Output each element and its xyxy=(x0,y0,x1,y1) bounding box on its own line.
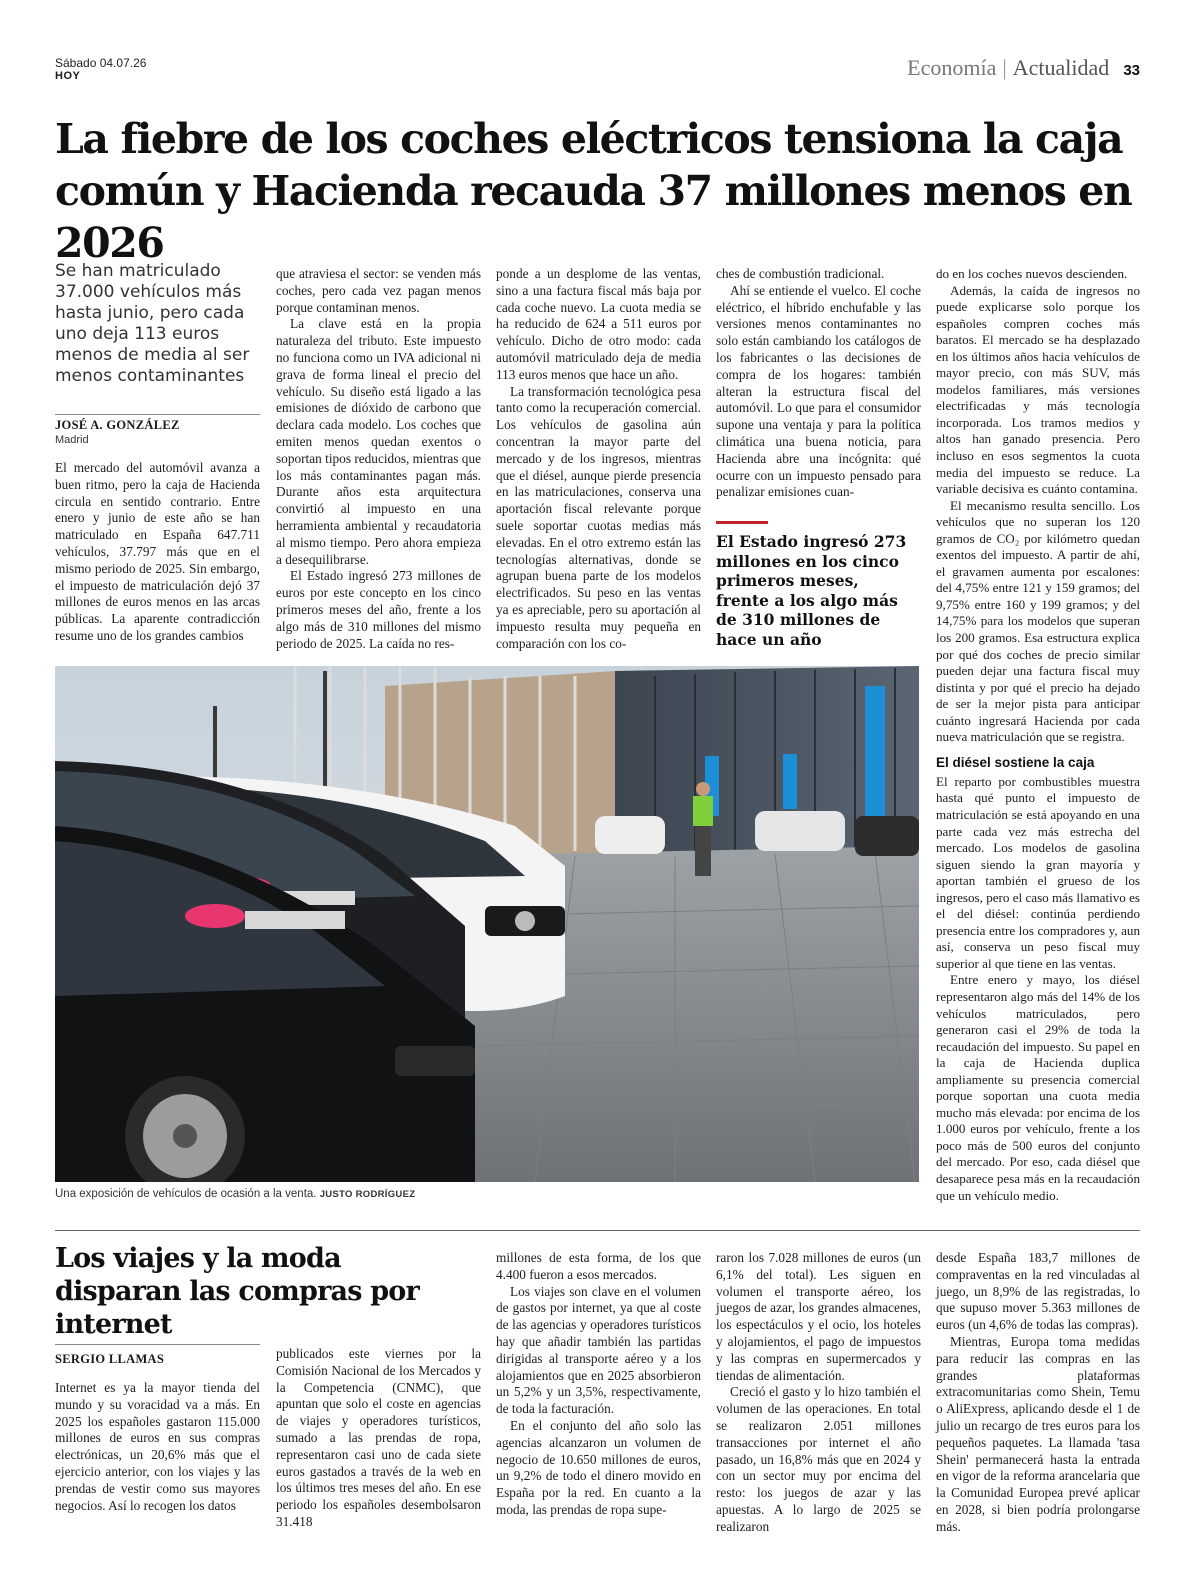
section-subhead: El diésel sostiene la caja xyxy=(936,754,1095,770)
article-column-5 xyxy=(936,266,1140,1204)
byline-rule xyxy=(55,1344,260,1345)
article-column-3 xyxy=(496,266,701,652)
paragraph: Entre enero y mayo, los diésel representaron algo más del 14% de los vehículos matriculados, pero generaron casi el 29% de toda la recaudación del impuesto. Su papel en la caja de Hacienda duplica ampliamente su presencia comercial porque soportan una cuota media mucho más elevada: por encima de los 1.000 euros por vehículo, frente a los poco más de 500 euros del conjunto del mercado. Por eso, cada diésel que desaparece pesa más en la recaudación que un vehículo medio. xyxy=(936,972,1140,1203)
article-column-2 xyxy=(276,266,481,652)
paragraph: do en los coches nuevos descienden. xyxy=(936,266,1128,281)
article2-column-3 xyxy=(496,1250,701,1519)
photo-caption xyxy=(55,1188,415,1200)
article-column-1 xyxy=(55,460,260,645)
paragraph: El mecanismo resulta sencillo. Los vehículos que no superan los 120 gramos de CO₂ por kilómetro quedan exentos del impuesto. A partir de ahí, el gravamen aumenta por escalones: del 4,75% entre 121 y 159 gramos; del 9,75% entre 160 y 199 gramos; y del 14,75% para los modelos que superan los 200 gramos. Esa estructura explica por qué dos coches de precio similar pueden dejar una factura fiscal muy distinta y por qué el precio ha dejado de ser la mejor pista para anticipar cuánto ingresará Hacienda por cada nueva matriculación que se registra. xyxy=(936,497,1140,745)
secondary-article-headline: Los viajes y la moda disparan las compras por internet xyxy=(55,1243,419,1340)
paragraph: Internet es ya la mayor tienda del mundo y su voracidad va a más. En 2025 los españoles gastaron 115.000 millones de euros en sus compras electrónicas, un 20,6% más que el ejercicio anterior, con los viajes y las prendas de vestir como sus mayores negocios. Así lo recogen los datos xyxy=(55,1380,260,1513)
article-lede: Se han matriculado 37.000 vehículos más hasta junio, pero cada uno deja 113 euros menos de media al ser menos contaminantes xyxy=(55,261,250,386)
byline-rule xyxy=(55,414,260,415)
paragraph: En el conjunto del año solo las agencias alcanzaron un volumen de negocio de 10.650 millones de euros, un 9,2% de todo el dinero movido en España por la red. En cuanto a la moda, las prendas de ropa supe- xyxy=(496,1417,701,1517)
article-column-4 xyxy=(716,266,921,501)
car-exhibition-image xyxy=(55,666,919,1182)
paragraph: desde España 183,7 millones de compraventas en la red vinculadas al juego, un 8,9% de las registradas, lo que supuso mover 5.363 millones de euros (un 4,6% de todas las compras). xyxy=(936,1250,1140,1333)
article-photo xyxy=(55,666,919,1182)
paragraph: El mercado del automóvil avanza a buen ritmo, pero la caja de Hacienda circula en sentido contrario. Entre enero y junio de este año se han matriculado en España 647.711 vehículos, 37.797 más que en el mismo periodo de 2025. Sin embargo, el impuesto de matriculación dejó 37 millones de euros menos en las arcas públicas. La aparente contradicción resume uno de los grandes cambios xyxy=(55,460,260,643)
paragraph: ponde a un desplome de las ventas, sino a una factura fiscal más baja por cada coche nuevo. La cuota media se ha reducido de 624 a 511 euros por vehículo. Dicho de otro modo: cada automóvil matriculado deja de media 113 euros menos que hace un año. xyxy=(496,266,701,382)
section-separator: | xyxy=(1002,55,1007,80)
issue-date: Sábado 04.07.26 xyxy=(55,56,147,70)
paragraph: raron los 7.028 millones de euros (un 6,1% del total). Les siguen en volumen el transporte aéreo, los juegos de azar, los grandes almacenes, los espectáculos y el ocio, los hoteles y alojamientos, el pago de impuestos y las compras en supermercados y tiendas de alimentación. xyxy=(716,1250,921,1383)
article2-column-1 xyxy=(55,1380,260,1514)
author-byline: JOSÉ A. GONZÁLEZ xyxy=(55,418,180,432)
article2-column-2 xyxy=(276,1346,481,1531)
paragraph: millones de esta forma, de los que 4.400 fueron a esos mercados. xyxy=(496,1250,701,1282)
paragraph: El Estado ingresó 273 millones de euros por este concepto en los cinco primeros meses del año, frente a los algo más de 310 millones del mismo periodo de 2025. La caída no res- xyxy=(276,568,481,651)
paragraph: publicados este viernes por la Comisión Nacional de los Mercados y la Competencia (CNMC), que apuntan que solo el coste en agencias de viajes y operadores turísticos, sumado a las prendas de ropa, representaron casi uno de cada siete euros gastados a través de la web en los últimos tres meses del año. En ese periodo los españoles desembolsaron 31.418 xyxy=(276,1346,481,1529)
paragraph: La transformación tecnológica pesa tanto como la recuperación comercial. Los vehículos de gasolina aún concentran la mayor parte del mercado y de los ingresos, mientras que el diésel, aunque pierde presencia en las matriculaciones, conserva una aportación fiscal relevante porque suele soportar cuotas medias más elevadas. En el otro extremo están las tecnologías alternativas, donde se agrupan buena parte de los modelos electrificados. Su peso en las ventas ya es apreciable, pero su aportación al impuesto resulta muy pequeña en comparación con los co- xyxy=(496,383,701,651)
paragraph: Mientras, Europa toma medidas para reducir las compras en las grandes plataformas extracomunitarias como Shein, Temu o AliExpress, aplicando desde el 1 de julio un recargo de tres euros para los pequeños paquetes. La llamada 'tasa Shein' permanecerá hasta la entrada en vigor de la reforma arancelaria que la Comunidad Europea prevé aplicar en 2028, si bien podría prolongarse más. xyxy=(936,1333,1140,1534)
author-location: Madrid xyxy=(55,434,89,446)
paragraph: Además, la caída de ingresos no puede explicarse solo porque los españoles compren coches más baratos. El mercado se ha desplazado en los últimos años hacia vehículos de mayor precio, con más SUV, más modelos familiares, más versiones electrificadas y más tecnología incorporada. Los tramos medios y altos han ganado presencia. Pero incluso en esos segmentos la cuota media del impuesto se reduce. La variable decisiva es cuánto contamina. xyxy=(936,282,1140,497)
article2-column-4 xyxy=(716,1250,921,1536)
pullquote: El Estado ingresó 273 millones en los cinco primeros meses, frente a los algo más de 310 millones de hace un año xyxy=(716,532,907,649)
paragraph: ches de combustión tradicional. xyxy=(716,266,885,281)
paragraph: Los viajes son clave en el volumen de gastos por internet, ya que al coste de las agencias y operadores turísticos hay que añadir también las partidas dirigidas al transporte aéreo y a los alojamientos que en 2025 absorbieron un 5,2% y un 3,5%, respectivamente, de toda la facturación. xyxy=(496,1283,701,1417)
paragraph: que atraviesa el sector: se venden más coches, pero cada vez pagan menos porque contaminan menos. xyxy=(276,266,481,315)
page-number: 33 xyxy=(1123,62,1140,79)
article-headline: La fiebre de los coches eléctricos tensiona la caja común y Hacienda recauda 37 millones menos en 2026 xyxy=(55,115,1132,267)
newspaper-name: HOY xyxy=(55,70,81,82)
section-name: Economía xyxy=(907,55,997,80)
pullquote-accent-bar xyxy=(716,521,768,524)
photo-credit: JUSTO RODRÍGUEZ xyxy=(319,1189,416,1200)
paragraph: El reparto por combustibles muestra hasta qué punto el impuesto de matriculación se está apoyando en una parte cada vez más estrecha del mercado. Los modelos de gasolina siguen siendo la gran mayoría y aportan también el grueso de los ingresos, pero el caso más llamativo es el del diésel: continúa perdiendo presencia entre los compradores y, aun así, conserva un peso fiscal muy superior al que tiene en las ventas. xyxy=(936,773,1140,971)
author-byline: SERGIO LLAMAS xyxy=(55,1352,165,1366)
section-header xyxy=(907,55,1140,81)
paragraph: Creció el gasto y lo hizo también el volumen de las operaciones. En total se realizaron 2.051 millones transacciones por internet el año pasado, un 16,8% más que en 2024 y con un sector muy por encima del resto: los juegos de azar y las apuestas. A lo largo de 2025 se realizaron xyxy=(716,1384,921,1534)
subsection-name: Actualidad xyxy=(1012,55,1110,80)
article2-column-5 xyxy=(936,1250,1140,1536)
paragraph: La clave está en la propia naturaleza del tributo. Este impuesto no funciona como un IVA adicional ni grava de forma lineal el precio del vehículo. Su diseño está ligado a las emisiones de dióxido de carbono que declara cada modelo. Los coches que emiten menos quedan exentos o soportan tipos reducidos, mientras que los más contaminantes pagan más. Durante años esta arquitectura convirtió al impuesto en una herramienta ambiental y recaudatoria al mismo tiempo. Pero ahora empieza a desequilibrarse. xyxy=(276,316,481,567)
paragraph: Ahí se entiende el vuelco. El coche eléctrico, el híbrido enchufable y las versiones menos contaminantes no solo están cambiando los catálogos de los fabricantes o las decisiones de compra de los hogares: también alteran la estructura fiscal del automóvil. Lo que para el consumidor supone una ventaja y para la política climática una buena noticia, para Hacienda abre una incógnita: qué ocurre con un impuesto pensado para penalizar emisiones cuan- xyxy=(716,282,921,500)
article-divider xyxy=(55,1230,1140,1231)
caption-text: Una exposición de vehículos de ocasión a la venta. xyxy=(55,1188,317,1200)
